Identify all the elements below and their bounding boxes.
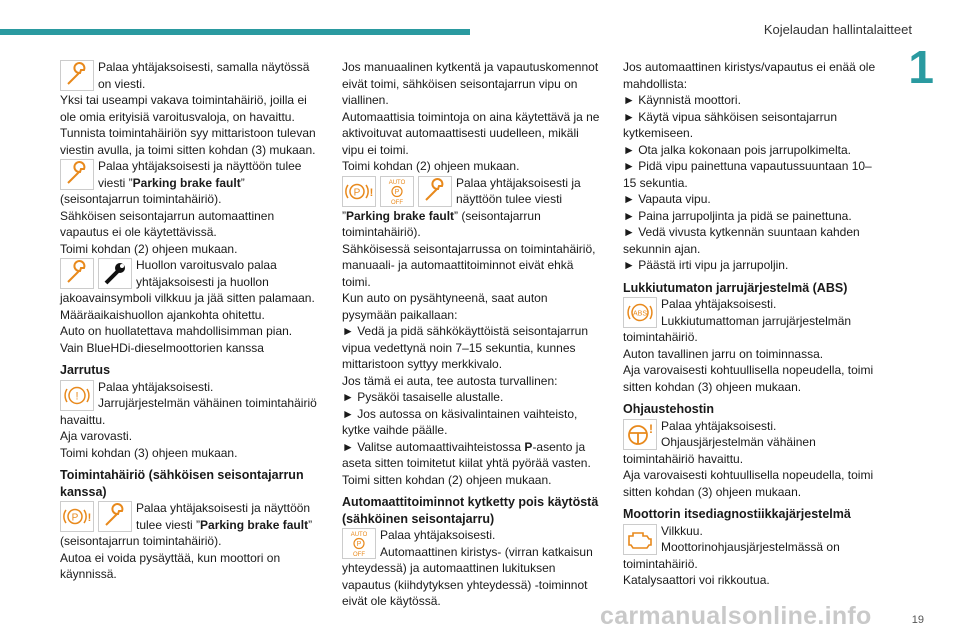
text: Auto on huollatettava mahdollisimman pian. (60, 324, 293, 338)
svg-text:P: P (394, 188, 400, 196)
svg-text:P: P (353, 187, 361, 198)
text: Toimi kohdan (2) ohjeen mukaan. (60, 241, 238, 256)
text: Jos automaattinen kiristys/vapautus ei enää ole mahdollista: (623, 60, 876, 91)
page-number: 19 (911, 614, 924, 626)
parking-brake-fault-icon (342, 176, 376, 207)
text: Jos tämä ei auta, tee autosta turvallinen: (342, 373, 558, 388)
svg-text:OFF: OFF (353, 552, 365, 558)
text: ► Pidä vipu painettuna vapautussuuntaan 10–15 sekuntia. (623, 159, 872, 190)
text: ► Ota jalka kokonaan pois jarrupolkimelta. (623, 142, 851, 157)
column-2 (342, 59, 604, 610)
text: Palaa yhtäjaksoisesti. (98, 379, 214, 394)
svg-text:P: P (71, 512, 79, 524)
brake-warning-icon (60, 380, 94, 411)
text: ► Paina jarrupoljinta ja pidä se painettuna. (623, 208, 852, 223)
wrench-warning-icon (418, 176, 452, 207)
svg-text:!: ! (87, 512, 92, 524)
text: ► Vapauta vipu. (623, 192, 711, 206)
text: Toimi sitten kohdan (2) ohjeen mukaan. (342, 472, 552, 487)
svg-text:AUTO: AUTO (350, 532, 368, 538)
text: ► Käytä vipua sähköisen seisontajarrun kytkemiseen. (623, 109, 837, 140)
section-heading: Lukkiutumaton jarrujärjestelmä (ABS) (623, 280, 848, 295)
text: Toimi kohdan (2) ohjeen mukaan. (342, 159, 520, 173)
wrench-warning-icon (60, 159, 94, 190)
text: Palaa yhtäjaksoisesti ja näyttöön tulee viesti ”Parking brake fault” (seisontajarrun toimintahäiriö). (60, 501, 313, 548)
text: Aja varovasti. (60, 429, 133, 443)
text: ► Valitse automaattivaihteistossa P-asento ja aseta sitten toimitetut kiilat yhtä pyörää vasten. (342, 439, 591, 470)
text: Autoa ei voida pysäyttää, kun moottori on käynnissä. (60, 550, 281, 581)
text: ► Päästä irti vipu ja jarrupoljin. (623, 258, 789, 272)
svg-text:!: ! (369, 186, 374, 199)
text: Moottorinohjausjärjestelmässä on toimintahäiriö. (623, 540, 840, 571)
column-3 (623, 59, 885, 589)
text: ► Pysäköi tasaiselle alustalle. (342, 390, 504, 404)
text: ► Jos autossa on käsivalintainen vaihteisto, kytke vaihde päälle. (342, 406, 578, 437)
text: Ohjausjärjestelmän vähäinen toimintahäiriö havaittu. (623, 435, 816, 466)
text: Palaa yhtäjaksoisesti. (661, 297, 777, 311)
text: Sähköisessä seisontajarrussa on toimintahäiriö, manuaali- ja automaattitoiminnot eivät ehkä toimi. (342, 241, 596, 289)
text: Palaa yhtäjaksoisesti, samalla näytössä on viesti. (98, 60, 310, 91)
text: Auton tavallinen jarru on toiminnassa. (623, 346, 824, 361)
watermark: carmanualsonline.info (600, 602, 872, 630)
wrench-warning-icon (60, 60, 94, 91)
abs-warning-icon (623, 297, 657, 328)
section-heading: Jarrutus (60, 363, 111, 377)
text: Vain BlueHDi-dieselmoottorien kanssa (60, 340, 264, 355)
parking-brake-fault-icon (60, 501, 94, 532)
text: Vilkkuu. (661, 523, 703, 538)
text: Palaa yhtäjaksoisesti ja näyttöön tulee viesti ”Parking brake fault” (seisontajarrun toimintahäiriö). (342, 175, 581, 239)
svg-text:!: ! (649, 421, 653, 436)
svg-text:!: ! (75, 390, 79, 402)
svg-text:ABS: ABS (632, 310, 648, 318)
text: Automaattisia toimintoja on aina käytettävä ja ne aktivoituvat automaattisesti uudelleen, mikäli vipu ei toimi. (342, 109, 600, 157)
text: Lukkiutumattoman jarrujärjestelmän toimintahäiriö. (623, 313, 852, 344)
text: ► Käynnistä moottori. (623, 93, 741, 107)
text: Automaattinen kiristys- (virran katkaisun yhteydessä) ja automaattinen lukituksen vapautus (kiihdytyksen yhteydessä) -toiminnot eivät ole käytössä. (342, 544, 593, 608)
text: Aja varovaisesti kohtuullisella nopeudella, toimi sitten kohdan (3) ohjeen mukaan. (623, 363, 874, 394)
svg-text:OFF: OFF (391, 199, 403, 206)
wrench-warning-icon (98, 501, 132, 532)
text: Yksi tai useampi vakava toimintahäiriö, joilla ei ole omia erityisiä varoitusvaloja, on havaittu. (60, 93, 307, 124)
text: Kun auto on pysähtyneenä, saat auton pysymään paikallaan: (342, 291, 548, 322)
text: Aja varovaisesti kohtuullisella nopeudella, toimi sitten kohdan (3) ohjeen mukaan. (623, 468, 874, 499)
svg-text:AUTO: AUTO (388, 179, 406, 186)
svg-text:P: P (356, 541, 362, 548)
header-accent-bar (0, 29, 470, 35)
service-wrench-icon (98, 258, 132, 289)
auto-parking-off-icon (380, 176, 414, 207)
page-header-title: Kojelaudan hallintalaitteet (763, 22, 912, 37)
text: Palaa yhtäjaksoisesti ja näyttöön tulee viesti ”Parking brake fault” (seisontajarrun toimintahäiriö). (60, 159, 302, 206)
section-heading: Moottorin itsediagnostiikkajärjestelmä (623, 507, 851, 521)
engine-warning-icon (623, 524, 657, 555)
column-1 (60, 59, 322, 583)
section-heading: Toimintahäiriö (sähköisen seisontajarrun kanssa) (60, 468, 304, 499)
text: Jarrujärjestelmän vähäinen toimintahäiriö havaittu. (60, 396, 317, 427)
text: Palaa yhtäjaksoisesti. (661, 418, 777, 433)
text: ► Vedä vivusta kytkennän suuntaan kahden sekunnin ajan. (623, 225, 860, 256)
text: Sähköisen seisontajarrun automaattinen vapautus ei ole käytettävissä. (60, 208, 275, 239)
chapter-number: 1 (908, 41, 934, 93)
text: Toimi kohdan (3) ohjeen mukaan. (60, 445, 238, 460)
text: Huollon varoitusvalo palaa yhtäjaksoisesti ja huollon jakoavainsymboli vilkkuu ja jää sitten palamaan. (60, 258, 315, 305)
section-heading: Automaattitoiminnot kytketty pois käytöstä (sähköinen seisontajarru) (342, 495, 599, 526)
auto-parking-off-icon (342, 528, 376, 559)
text: Tunnista toimintahäiriön syy mittaristoon tulevan viestin avulla, ja toimi sitten kohdan (3) mukaan. (60, 126, 316, 157)
wrench-warning-icon (60, 258, 94, 289)
text: Palaa yhtäjaksoisesti. (380, 528, 496, 542)
text: Jos manuaalinen kytkentä ja vapautuskomennot eivät toimi, sähköisen seisontajarrun vipu on viallinen. (342, 60, 599, 107)
section-heading: Ohjaustehostin (623, 402, 714, 416)
text: Katalysaattori voi rikkoutua. (623, 573, 770, 587)
text: Määräaikaishuollon ajankohta ohitettu. (60, 307, 265, 322)
steering-wheel-warning-icon (623, 419, 657, 450)
text: ► Vedä ja pidä sähkökäyttöistä seisontajarrun vipua vedettynä noin 7–15 sekuntia, kunnes mittaristoon syttyy merkkivalo. (342, 324, 589, 371)
